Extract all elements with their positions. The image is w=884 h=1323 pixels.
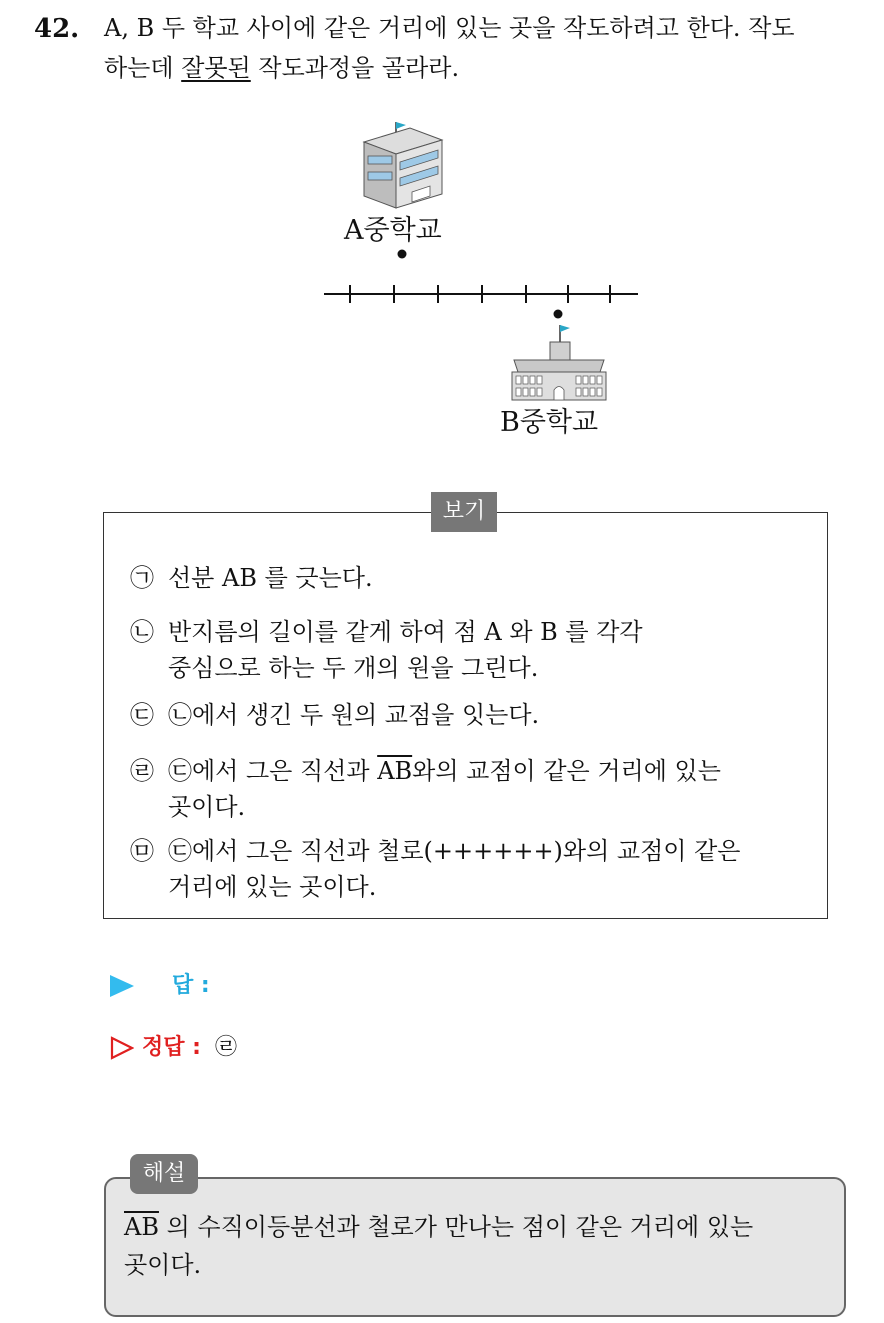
bogi-item: [130, 753, 721, 825]
question-text-line1: A, B 두 학교 사이에 같은 거리에 있는 곳을 작도하려고 한다. 작도: [104, 14, 795, 42]
answer-label: 답 :: [172, 973, 210, 998]
segment-ab: $\overline{AB}$: [377, 757, 413, 785]
explanation-title: 해설: [130, 1154, 198, 1194]
question-text-line2: [104, 54, 459, 83]
explanation-text-part: 의 수직이등분선과 철로가 만나는 점이 같은 거리에 있는: [158, 1213, 754, 1241]
item-marker: ㉢: [130, 701, 154, 729]
item-text: 선분 AB 를 긋는다.: [168, 564, 373, 592]
item-marker: ㉤: [130, 837, 154, 865]
correct-answer-row: [110, 1030, 237, 1061]
explanation-text: [124, 1208, 753, 1285]
item-text: ㉡에서 생긴 두 원의 교점을 잇는다.: [168, 701, 540, 729]
answer-row: [110, 968, 210, 999]
bogi-item: [130, 614, 643, 686]
correct-answer-label: 정답 :: [142, 1035, 201, 1060]
item-text-line2: 중심으로 하는 두 개의 원을 그린다.: [168, 654, 539, 682]
underlined-word: 잘못된: [181, 54, 251, 82]
item-text-part: ㉢에서 그은 직선과: [168, 757, 378, 785]
bogi-title: 보기: [431, 492, 497, 532]
railway-line: [324, 285, 638, 303]
figure-drawing: [300, 110, 660, 440]
bogi-item: [130, 560, 373, 596]
school-figure: [300, 110, 660, 440]
question-number: 42.: [34, 14, 80, 44]
item-marker: ㉡: [130, 618, 154, 646]
flag-icon: [560, 325, 570, 332]
bogi-item: [130, 833, 740, 905]
item-text: 반지름의 길이를 같게 하여 점 A 와 B 를 각각: [168, 618, 643, 646]
flag-icon: [396, 122, 406, 129]
question-text-part: 하는데: [104, 54, 182, 82]
item-text-line2: 곳이다.: [168, 793, 246, 821]
question-text-part: 작도과정을 골라라.: [250, 54, 460, 82]
point-a: [398, 250, 407, 259]
play-icon: [110, 975, 134, 997]
item-text-line2: 거리에 있는 곳이다.: [168, 873, 377, 901]
segment-ab: $\overline{AB}$: [124, 1213, 159, 1241]
point-b: [554, 310, 563, 319]
item-text: ㉢에서 그은 직선과 철로(++++++)와의 교점이 같은: [168, 837, 741, 865]
item-text: [168, 753, 721, 789]
school-icon: [512, 325, 606, 400]
correct-answer-value: ㉣: [214, 1035, 237, 1060]
play-outline-icon: [110, 1036, 134, 1060]
item-text-part: 와의 교점이 같은 거리에 있는: [412, 757, 721, 785]
building-icon: [364, 122, 442, 208]
item-marker: ㉣: [130, 757, 154, 785]
label-school-b: B중학교: [500, 407, 599, 438]
explanation-text-line2: 곳이다.: [124, 1251, 202, 1280]
bogi-item: [130, 697, 539, 733]
label-school-a: A중학교: [344, 215, 442, 246]
item-marker: ㉠: [130, 564, 154, 592]
